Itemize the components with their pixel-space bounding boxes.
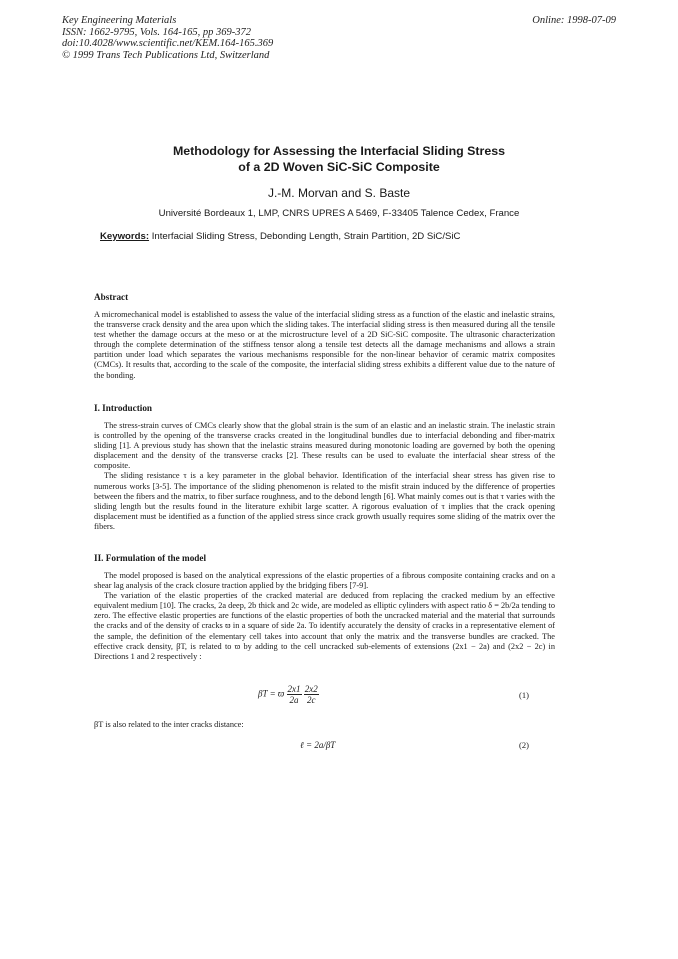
abstract-text: A micromechanical model is established to assess the value of the interfacial sliding stress as a function of the elastic and inelastic strains, the transverse crack density and the area upon which the sliding takes. The interfacial sliding stress is then measured during all the tensile test whether the damage occurs at the meso or at the microstructure level of a 2D SiC-SiC composite. The ultrasonic characterization through the complete determination of the stiffness tensor along a tensile test detects all the damage mechanisms and allows a strain partition under load which separates the various mechanisms responsible for the non-linear behavior of ceramic matrix composites (CMCs). It results that, according to the scale of the composite, the interfacial sliding stress exhibits a different value due to the nature of the bonding. [94,310,555,380]
equation-2: ℓ = 2a/βT [300,740,336,750]
fraction-x2-over-c: $\frac{2x2}{2c}$ [304,684,318,705]
equation-1 [258,684,319,705]
issn-line: ISSN: 1662-9795, Vols. 164-165, pp 369-372 [62,26,251,38]
doi-line: doi:10.4028/www.scientific.net/KEM.164-165.369 [62,38,274,50]
journal-name: Key Engineering Materials [62,15,177,26]
model-paragraph-1: The model proposed is based on the analytical expressions of the elastic properties of a fibrous composite containing cracks and on a shear lag analysis of the crack closure traction applied by the bridging fibers [7-9]. [94,571,555,591]
online-date: Online: 1998-07-09 [532,15,616,26]
intro-paragraph-1: The stress-strain curves of CMCs clearly show that the global strain is the sum of an elastic and an inelastic strain. The inelastic strain is controlled by the opening of the transverse cracks created in the longitudinal bundles due to interfacial debonding and fiber-matrix sliding [1]. A previous study has shown that the inelastic strains measured during monotonic loading are governed by both the opening displacement and the density of the transverse cracks [2]. These results can be used to evaluate the interfacial shear stress of the composite. [94,421,555,471]
introduction-body [94,421,555,532]
paper-title-line-2: of a 2D Woven SiC-SiC Composite [238,160,440,174]
abstract-heading: Abstract [94,292,129,302]
after-equation-1 [94,720,555,730]
introduction-heading: I. Introduction [94,403,153,413]
model-heading: II. Formulation of the model [94,553,207,563]
model-paragraph-2: The variation of the elastic properties of the cracked material are deduced from replacing the cracked medium by an effective equivalent medium [10]. The cracks, 2a deep, 2b thick and 2c wide, are modeled as elliptic cylinders with aspect ratio δ = 2b/2a tending to zero. The effective elastic properties are functions of the elastic properties of both the uncracked material and the material that surrounds the cracks and of the density of cracks ϖ in a square of side 2a. To identify accurately the density of cracks in a representative element of the sample, the definition of the elementary cell takes into account that only the matrix and the transverse bundles are cracked. The effective crack density, βT, is related to ϖ by adding to the cell uncracked sub-elements of extensions (2x1 − 2a) and (2x2 − 2c) in Directions 1 and 2 respectively : [94,591,555,661]
keywords-text: Interfacial Sliding Stress, Debonding Length, Strain Partition, 2D SiC/SiC [151,231,461,242]
intro-paragraph-2: The sliding resistance τ is a key parameter in the global behavior. Identification of the interfacial shear stress has given rise to numerous works [3-5]. The importance of the sliding phenomenon is related to the misfit strain induced by the difference of properties between the fibers and the matrix, to fiber surface roughness, and to the debond length [6]. What mainly comes out is that τ varies with the sliding length but the results found in the literature exhibit large scatter. A rigorous evaluation of τ implies that the crack opening displacement must be identified as a function of the applied stress since crack growth usually requires some sliding of the matrix over the fibers. [94,471,555,531]
title-block [0,143,678,219]
keywords-line [100,231,460,242]
equation-1-lhs: βT = ϖ [258,688,285,699]
authors: J.-M. Morvan and S. Baste [267,186,411,200]
copyright-line: © 1999 Trans Tech Publications Ltd, Switzerland [62,49,270,61]
equation-2-number: (2) [519,740,529,750]
after-equation-1-text: βT is also related to the inter cracks distance: [94,720,244,729]
fraction-x1-over-a: $\frac{2x1}{2a}$ [287,684,301,705]
model-body [94,571,555,662]
paper-title-line-1: Methodology for Assessing the Interfacial Sliding Stress [172,144,506,158]
journal-header [62,15,273,61]
affiliation: Université Bordeaux 1, LMP, CNRS UPRES A 5469, F-33405 Talence Cedex, France [158,208,520,219]
abstract-body [94,310,555,381]
keywords-label: Keywords: [100,231,150,242]
equation-1-number: (1) [519,690,529,700]
